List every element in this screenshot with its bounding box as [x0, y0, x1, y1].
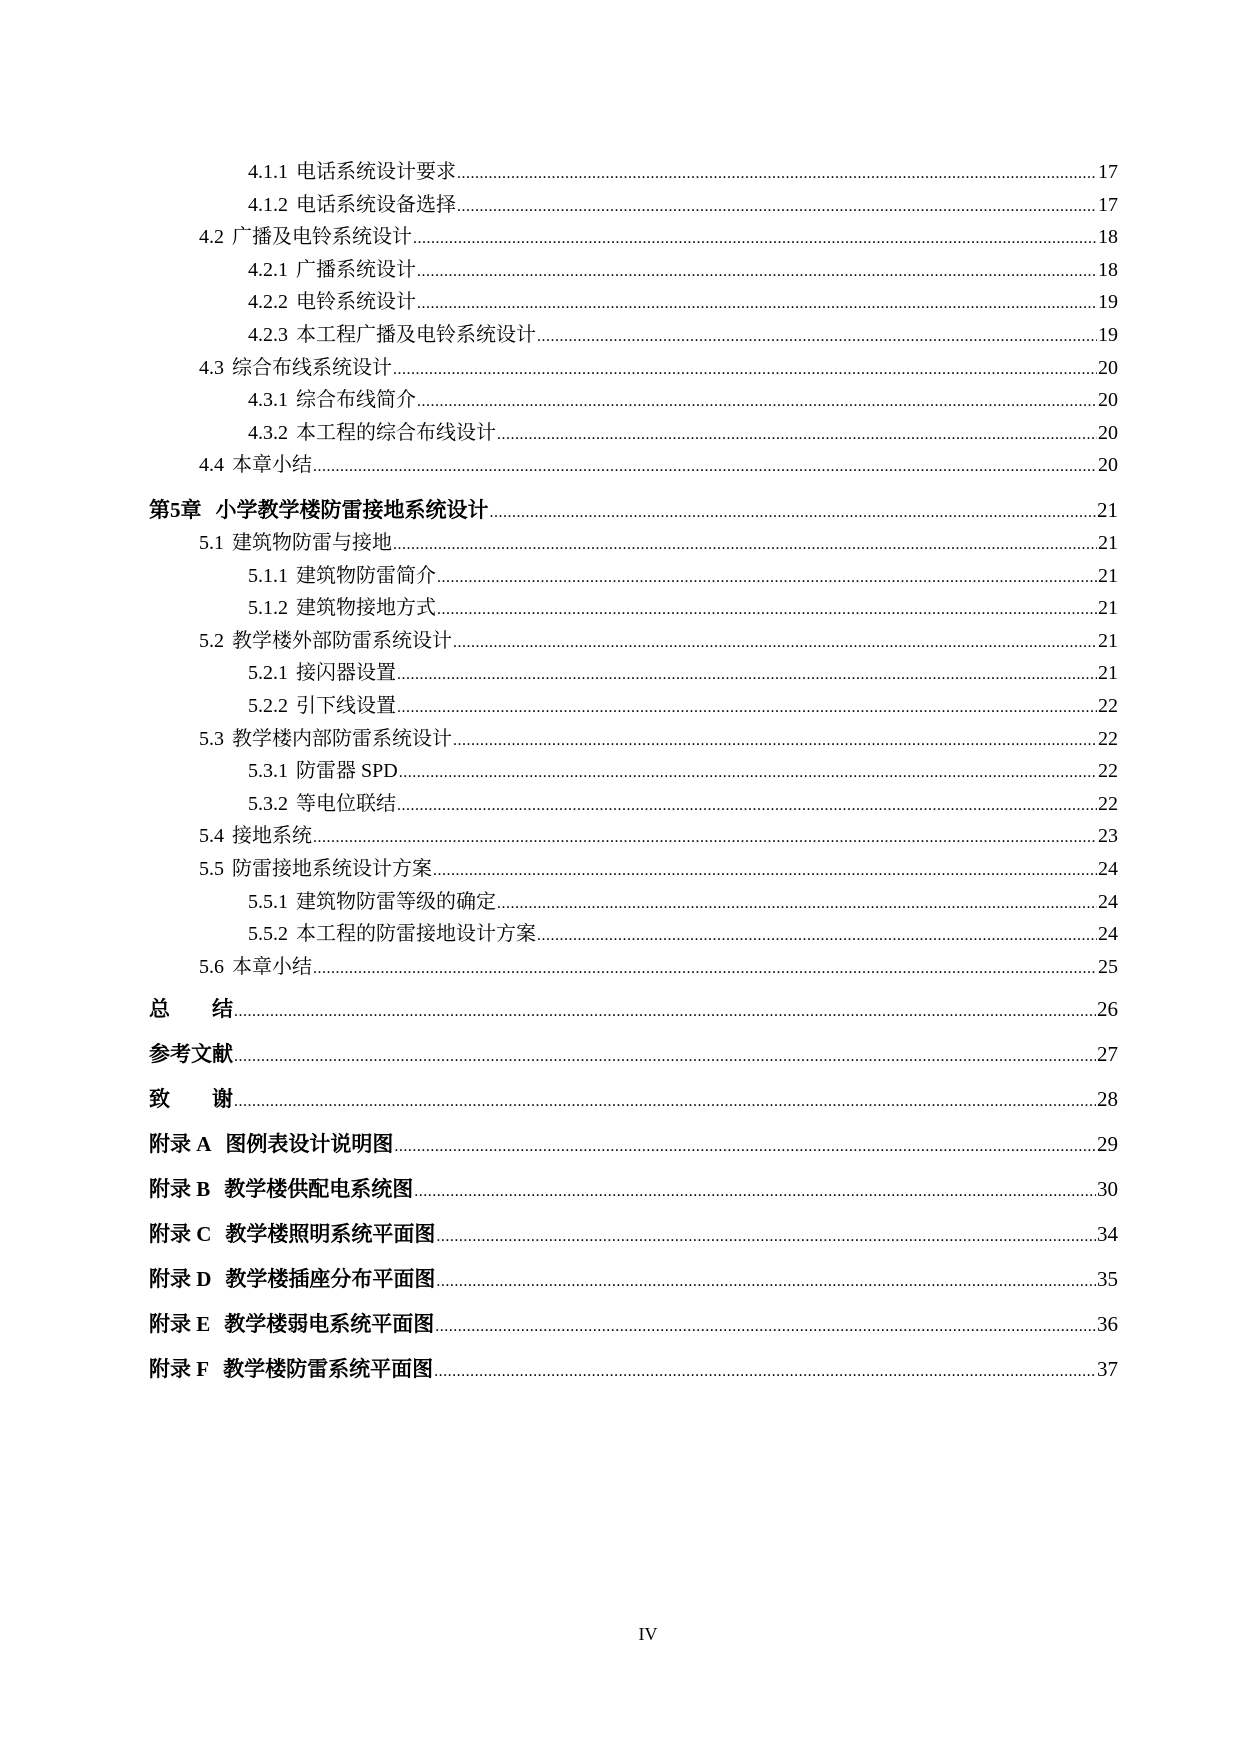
toc-entry[interactable]: [248, 563, 1118, 591]
toc-entry[interactable]: [248, 693, 1118, 721]
dot-leader: [437, 597, 1097, 623]
toc-entry-number: 5.3: [199, 727, 224, 750]
toc-entry-page: 25: [1098, 955, 1118, 978]
dot-leader: [417, 389, 1097, 415]
dot-leader: [436, 1224, 1096, 1250]
toc-entry-page: 24: [1098, 890, 1118, 913]
toc-entry-number: 附录 E: [149, 1312, 211, 1336]
toc-entry-title: 接闪器设置: [296, 662, 396, 685]
toc-entry-page: 28: [1097, 1087, 1118, 1111]
dot-leader: [399, 760, 1097, 786]
toc-entry-page: 27: [1097, 1042, 1118, 1066]
toc-entry-page: 23: [1098, 825, 1118, 848]
toc-entry[interactable]: [248, 595, 1118, 623]
toc-entry[interactable]: [248, 660, 1118, 688]
toc-entry-page: 29: [1097, 1132, 1118, 1156]
dot-leader: [433, 858, 1097, 884]
toc-entry-title: 小学教学楼防雷接地系统设计: [215, 498, 489, 522]
toc-entry[interactable]: [149, 996, 1118, 1025]
toc-entry-title: 图例表设计说明图: [225, 1132, 394, 1156]
toc-entry-page: 35: [1097, 1267, 1118, 1291]
toc-entry-page: 17: [1098, 193, 1118, 216]
toc-entry-number: 4.2.3: [248, 324, 288, 346]
toc-entry-title: 教学楼外部防雷系统设计: [232, 629, 452, 652]
toc-entry[interactable]: [248, 387, 1118, 415]
toc-entry-page: 20: [1098, 389, 1118, 412]
toc-entry-page: 21: [1098, 629, 1118, 652]
toc-entry-number: 附录 D: [149, 1267, 212, 1291]
toc-entry[interactable]: [248, 758, 1118, 786]
toc-entry-page: 19: [1098, 291, 1118, 314]
toc-entry-page: 21: [1098, 532, 1118, 554]
dot-leader: [414, 1179, 1096, 1205]
toc-entry-number: 5.4: [199, 825, 224, 848]
toc-entry-title: 致 谢: [149, 1087, 233, 1111]
toc-entry-title: 电话系统设计要求: [296, 161, 456, 183]
toc-entry-title: 电铃系统设计: [296, 291, 416, 314]
toc-entry[interactable]: [199, 628, 1118, 656]
toc-entry[interactable]: [149, 1311, 1118, 1340]
toc-entry-page: 21: [1098, 662, 1118, 685]
toc-entry-page: 21: [1098, 564, 1118, 587]
toc-entry-title: 本章小结: [232, 955, 312, 978]
toc-entry-number: 附录 A: [149, 1132, 212, 1156]
toc-entry-page: 36: [1097, 1312, 1118, 1336]
toc-entry-number: 4.3: [199, 356, 224, 379]
dot-leader: [537, 324, 1097, 350]
toc-entry[interactable]: [149, 1131, 1118, 1160]
dot-leader: [313, 454, 1097, 480]
toc-entry-number: 4.2.2: [248, 291, 288, 314]
dot-leader: [397, 695, 1097, 721]
dot-leader: [417, 259, 1097, 285]
toc-entry-page: 21: [1097, 498, 1118, 522]
toc-entry[interactable]: [248, 921, 1118, 949]
toc-entry-number: 5.6: [199, 955, 224, 978]
toc-entry-page: 17: [1098, 161, 1118, 183]
toc-entry[interactable]: [248, 159, 1118, 187]
toc-entry-number: 附录 B: [149, 1177, 211, 1201]
toc-entry[interactable]: [248, 420, 1118, 448]
toc-entry-number: 5.1.2: [248, 597, 288, 620]
toc-entry-number: 第5章: [149, 498, 202, 522]
toc-entry-title: 教学楼照明系统平面图: [225, 1222, 436, 1246]
toc-entry-page: 37: [1097, 1357, 1118, 1381]
toc-entry-title: 参考文献: [149, 1042, 233, 1066]
dot-leader: [313, 825, 1097, 851]
toc-entry-title: 广播系统设计: [296, 258, 416, 281]
dot-leader: [453, 728, 1097, 754]
toc-entry-number: 5.3.1: [248, 760, 288, 783]
dot-leader: [234, 999, 1096, 1025]
toc-entry-number: 5.2.1: [248, 662, 288, 685]
toc-entry[interactable]: [248, 791, 1118, 819]
dot-leader: [393, 357, 1097, 383]
dot-leader: [397, 793, 1097, 819]
toc-entry-number: 4.1.1: [248, 161, 288, 183]
toc-entry[interactable]: [149, 1041, 1118, 1070]
toc-entry-page: 19: [1098, 324, 1118, 346]
toc-entry-number: 5.2: [199, 629, 224, 652]
dot-leader: [397, 662, 1097, 688]
toc-entry-number: 5.3.2: [248, 792, 288, 815]
toc-entry-title: 接地系统: [232, 825, 312, 848]
toc-entry-page: 21: [1098, 597, 1118, 620]
toc-entry-page: 26: [1097, 997, 1118, 1021]
toc-entry[interactable]: [149, 497, 1118, 526]
toc-entry-title: 建筑物防雷等级的确定: [296, 890, 496, 913]
dot-leader: [413, 226, 1097, 252]
toc-entry-title: 教学楼插座分布平面图: [225, 1267, 436, 1291]
toc-entry[interactable]: [199, 452, 1118, 480]
toc-entry[interactable]: [149, 1176, 1118, 1205]
dot-leader: [393, 532, 1097, 558]
toc-entry-number: 5.5: [199, 858, 224, 880]
toc-entry-title: 教学楼弱电系统平面图: [224, 1312, 435, 1336]
toc-entry-title: 综合布线系统设计: [232, 356, 392, 379]
toc-entry-title: 防雷器 SPD: [296, 760, 398, 783]
dot-leader: [435, 1314, 1096, 1340]
toc-entry[interactable]: [199, 954, 1118, 982]
toc-entry-page: 30: [1097, 1177, 1118, 1201]
toc-entry-number: 4.4: [199, 454, 224, 477]
toc-entry-number: 5.2.2: [248, 695, 288, 717]
toc-entry[interactable]: [149, 1221, 1118, 1250]
toc-entry-title: 电话系统设备选择: [296, 193, 456, 216]
toc-entry-number: 5.5.2: [248, 923, 288, 946]
toc-entry[interactable]: [248, 257, 1118, 285]
toc-entry[interactable]: [248, 322, 1118, 350]
toc-entry-page: 20: [1098, 356, 1118, 379]
dot-leader: [434, 1359, 1096, 1385]
toc-entry-title: 教学楼防雷系统平面图: [223, 1357, 434, 1381]
toc-entry-page: 24: [1098, 923, 1118, 946]
toc-entry-title: 等电位联结: [296, 792, 396, 815]
dot-leader: [497, 891, 1097, 917]
dot-leader: [457, 194, 1097, 220]
toc-entry-title: 建筑物防雷与接地: [232, 532, 392, 554]
toc-entry-page: 18: [1098, 258, 1118, 281]
toc-entry-page: 24: [1098, 858, 1118, 880]
toc-entry-number: 4.2.1: [248, 258, 288, 281]
toc-entry-page: 22: [1098, 760, 1118, 783]
toc-entry[interactable]: [199, 355, 1118, 383]
toc-entry-title: 总 结: [149, 997, 233, 1021]
toc-entry-title: 本工程广播及电铃系统设计: [296, 324, 536, 346]
dot-leader: [234, 1089, 1096, 1115]
toc-entry[interactable]: [199, 530, 1118, 558]
dot-leader: [417, 291, 1097, 317]
toc-entry-page: 20: [1098, 421, 1118, 444]
toc-entry[interactable]: [248, 289, 1118, 317]
toc-entry-number: 附录 F: [149, 1357, 210, 1381]
dot-leader: [436, 1269, 1096, 1295]
toc-entry-page: 34: [1097, 1222, 1118, 1246]
dot-leader: [313, 956, 1097, 982]
toc-entry-title: 本章小结: [232, 454, 312, 477]
toc-entry[interactable]: [149, 1086, 1118, 1115]
toc-entry-number: 附录 C: [149, 1222, 212, 1246]
toc-entry[interactable]: [149, 1356, 1118, 1385]
toc-entry[interactable]: [248, 889, 1118, 917]
toc-entry-title: 教学楼内部防雷系统设计: [232, 727, 452, 750]
toc-entry-page: 22: [1098, 792, 1118, 815]
toc-entry[interactable]: [199, 224, 1118, 252]
dot-leader: [437, 565, 1097, 591]
toc-entry-number: 4.2: [199, 226, 224, 249]
toc-entry[interactable]: [149, 1266, 1118, 1295]
toc-entry[interactable]: [199, 856, 1118, 884]
toc-entry-title: 本工程的综合布线设计: [296, 421, 496, 444]
toc-entry-number: 5.5.1: [248, 890, 288, 913]
toc-entry-title: 防雷接地系统设计方案: [232, 858, 432, 880]
dot-leader: [497, 422, 1097, 448]
toc-entry[interactable]: [199, 726, 1118, 754]
toc-entry-page: 22: [1098, 695, 1118, 717]
dot-leader: [537, 923, 1097, 949]
toc-entry-title: 引下线设置: [296, 695, 396, 717]
toc-entry-number: 4.1.2: [248, 193, 288, 216]
toc-entry-page: 20: [1098, 454, 1118, 477]
page-number: IV: [638, 1624, 658, 1644]
toc-entry-title: 建筑物接地方式: [296, 597, 436, 620]
dot-leader: [394, 1134, 1096, 1160]
toc-entry[interactable]: [248, 192, 1118, 220]
dot-leader: [457, 161, 1097, 187]
toc-entry-number: 4.3.2: [248, 421, 288, 444]
toc-entry-page: 22: [1098, 727, 1118, 750]
toc-entry[interactable]: [199, 823, 1118, 851]
dot-leader: [490, 500, 1097, 526]
toc-entry-title: 综合布线简介: [296, 389, 416, 412]
toc-entry-number: 5.1: [199, 532, 224, 554]
toc-entry-page: 18: [1098, 226, 1118, 249]
dot-leader: [453, 630, 1097, 656]
toc-entry-title: 本工程的防雷接地设计方案: [296, 923, 536, 946]
toc-entry-title: 广播及电铃系统设计: [232, 226, 412, 249]
toc-entry-number: 4.3.1: [248, 389, 288, 412]
dot-leader: [234, 1044, 1096, 1070]
toc-entry-title: 教学楼供配电系统图: [224, 1177, 414, 1201]
toc-entry-number: 5.1.1: [248, 564, 288, 587]
toc-entry-title: 建筑物防雷简介: [296, 564, 436, 587]
